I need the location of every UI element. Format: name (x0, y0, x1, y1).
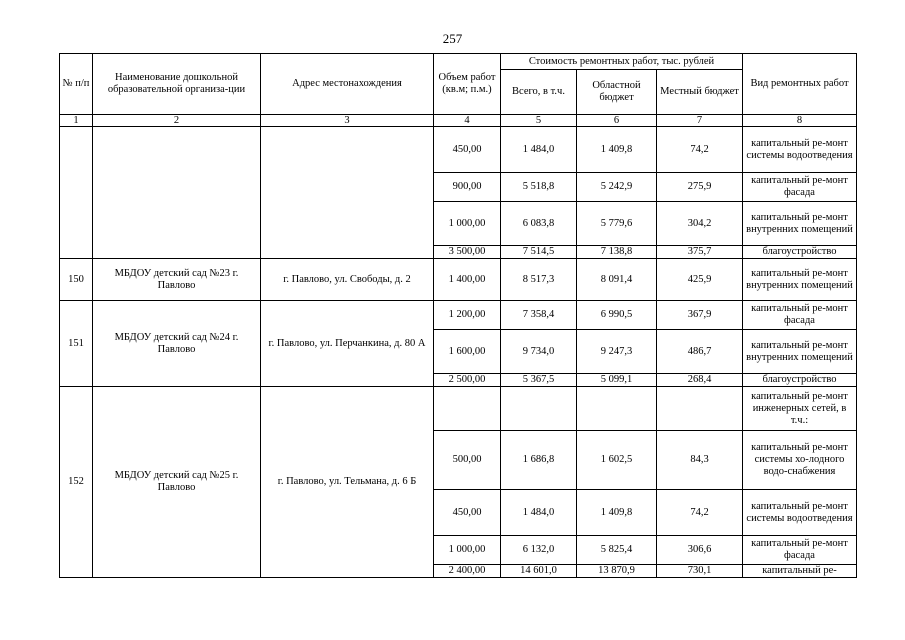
header-num: № п/п (60, 54, 93, 115)
header-total: Всего, в т.ч. (501, 70, 577, 115)
volume-cell: 1 200,00 (434, 301, 501, 330)
local-budget-cell: 304,2 (657, 202, 743, 246)
local-budget-cell: 306,6 (657, 536, 743, 565)
local-budget-cell: 730,1 (657, 565, 743, 578)
column-number: 5 (501, 115, 577, 127)
organization-address: г. Павлово, ул. Перчанкина, д. 80 А (261, 301, 434, 387)
regional-budget-cell (577, 387, 657, 431)
total-cost-cell: 7 514,5 (501, 246, 577, 259)
regional-budget-cell: 8 091,4 (577, 259, 657, 301)
table-row (60, 301, 857, 330)
volume-cell (434, 387, 501, 431)
regional-budget-cell: 5 779,6 (577, 202, 657, 246)
work-type-cell: капитальный ре- (743, 565, 857, 578)
header-local: Местный бюджет (657, 70, 743, 115)
header-regional: Областной бюджет (577, 70, 657, 115)
local-budget-cell: 425,9 (657, 259, 743, 301)
row-number: 150 (60, 259, 93, 301)
organization-name: МБДОУ детский сад №24 г. Павлово (93, 301, 261, 387)
local-budget-cell: 486,7 (657, 330, 743, 374)
local-budget-cell: 375,7 (657, 246, 743, 259)
table-row (60, 387, 857, 431)
header-cost-group: Стоимость ремонтных работ, тыс. рублей (501, 54, 743, 70)
work-type-cell: капитальный ре-монт фасада (743, 173, 857, 202)
volume-cell: 900,00 (434, 173, 501, 202)
column-number: 8 (743, 115, 857, 127)
organization-name (93, 127, 261, 259)
volume-cell: 500,00 (434, 431, 501, 490)
local-budget-cell: 275,9 (657, 173, 743, 202)
regional-budget-cell: 13 870,9 (577, 565, 657, 578)
column-number: 3 (261, 115, 434, 127)
local-budget-cell: 268,4 (657, 374, 743, 387)
volume-cell: 450,00 (434, 490, 501, 536)
organization-address: г. Павлово, ул. Свободы, д. 2 (261, 259, 434, 301)
regional-budget-cell: 1 409,8 (577, 127, 657, 173)
work-type-cell: капитальный ре-монт фасада (743, 536, 857, 565)
column-number: 6 (577, 115, 657, 127)
column-number: 4 (434, 115, 501, 127)
row-number (60, 127, 93, 259)
total-cost-cell: 6 132,0 (501, 536, 577, 565)
volume-cell: 2 400,00 (434, 565, 501, 578)
organization-name: МБДОУ детский сад №23 г. Павлово (93, 259, 261, 301)
header-volume: Объем работ (кв.м; п.м.) (434, 54, 501, 115)
total-cost-cell: 9 734,0 (501, 330, 577, 374)
work-type-cell: капитальный ре-монт внутренних помещений (743, 330, 857, 374)
total-cost-cell: 14 601,0 (501, 565, 577, 578)
regional-budget-cell: 5 242,9 (577, 173, 657, 202)
table-row (60, 127, 857, 173)
volume-cell: 450,00 (434, 127, 501, 173)
organization-name: МБДОУ детский сад №25 г. Павлово (93, 387, 261, 578)
work-type-cell: капитальный ре-монт системы водоотведения (743, 127, 857, 173)
row-number: 152 (60, 387, 93, 578)
work-type-cell: капитальный ре-монт системы водоотведения (743, 490, 857, 536)
work-type-cell: капитальный ре-монт внутренних помещений (743, 202, 857, 246)
total-cost-cell: 1 686,8 (501, 431, 577, 490)
table-row (60, 259, 857, 301)
header-name: Наименование дошкольной образовательной организа-ции (93, 54, 261, 115)
total-cost-cell: 1 484,0 (501, 127, 577, 173)
header-address: Адрес местонахождения (261, 54, 434, 115)
volume-cell: 3 500,00 (434, 246, 501, 259)
organization-address: г. Павлово, ул. Тельмана, д. 6 Б (261, 387, 434, 578)
work-type-cell: капитальный ре-монт фасада (743, 301, 857, 330)
regional-budget-cell: 5 825,4 (577, 536, 657, 565)
regional-budget-cell: 6 990,5 (577, 301, 657, 330)
total-cost-cell: 5 367,5 (501, 374, 577, 387)
regional-budget-cell: 1 409,8 (577, 490, 657, 536)
column-number: 7 (657, 115, 743, 127)
regional-budget-cell: 1 602,5 (577, 431, 657, 490)
row-number: 151 (60, 301, 93, 387)
total-cost-cell: 1 484,0 (501, 490, 577, 536)
local-budget-cell: 74,2 (657, 490, 743, 536)
local-budget-cell: 367,9 (657, 301, 743, 330)
total-cost-cell: 5 518,8 (501, 173, 577, 202)
local-budget-cell: 84,3 (657, 431, 743, 490)
work-type-cell: капитальный ре-монт инженерных сетей, в т.ч.: (743, 387, 857, 431)
total-cost-cell (501, 387, 577, 431)
repair-works-table (59, 53, 857, 578)
volume-cell: 1 000,00 (434, 536, 501, 565)
work-type-cell: капитальный ре-монт внутренних помещений (743, 259, 857, 301)
volume-cell: 1 000,00 (434, 202, 501, 246)
regional-budget-cell: 7 138,8 (577, 246, 657, 259)
work-type-cell: благоустройство (743, 246, 857, 259)
local-budget-cell (657, 387, 743, 431)
total-cost-cell: 8 517,3 (501, 259, 577, 301)
regional-budget-cell: 9 247,3 (577, 330, 657, 374)
regional-budget-cell: 5 099,1 (577, 374, 657, 387)
volume-cell: 1 600,00 (434, 330, 501, 374)
header-work-type: Вид ремонтных работ (743, 54, 857, 115)
total-cost-cell: 6 083,8 (501, 202, 577, 246)
work-type-cell: капитальный ре-монт системы хо-лодного водо-снабжения (743, 431, 857, 490)
volume-cell: 1 400,00 (434, 259, 501, 301)
local-budget-cell: 74,2 (657, 127, 743, 173)
organization-address (261, 127, 434, 259)
page-number: 257 (442, 31, 463, 46)
total-cost-cell: 7 358,4 (501, 301, 577, 330)
volume-cell: 2 500,00 (434, 374, 501, 387)
work-type-cell: благоустройство (743, 374, 857, 387)
column-number: 2 (93, 115, 261, 127)
column-number: 1 (60, 115, 93, 127)
